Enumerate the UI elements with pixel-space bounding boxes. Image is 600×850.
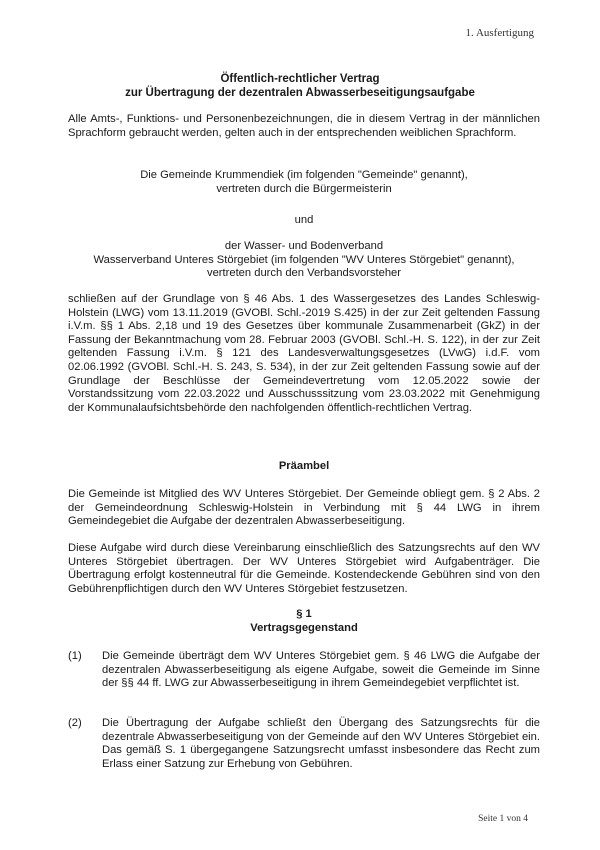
intro-paragraph: Alle Amts-, Funktions- und Personenbezeichnungen, die in diesem Vertrag in der männlichen Sprachform gebraucht werden, gelten auch in der entsprechenden weiblichen Sprachform. [68, 113, 540, 139]
item-number: (1) [68, 650, 82, 662]
item-text: Die Gemeinde überträgt dem WV Unteres Störgebiet gem. § 46 LWG die Aufgabe der dezentralen Abwasserbeseitigung als eigene Aufgabe, soweit die Gemeinde im Sinne der §§ 44 ff. LWG zur Abwasserbeseitigung in ihrem Gemeindegebiet verpflichtet ist. [102, 650, 540, 690]
conjunction-und: und [294, 214, 314, 226]
preamble-heading: Präambel [278, 460, 330, 472]
party2-line-1: der Wasser- und Bodenverband [224, 240, 384, 252]
section-1-title: Vertragsgegenstand [250, 621, 358, 634]
section-1-heading [68, 608, 540, 635]
document-title [60, 72, 540, 100]
item-text: Die Übertragung der Aufgabe schließt den Übergang des Satzungsrechts für die dezentrale Abwasserbeseitigung von der Gemeinde auf den WV Unteres Störgebiet ein. Das gemäß S. 1 übergegangene Satzungsrecht umfasst insbesondere das Recht zum Erlass einer Satzung zur Erhebung von Gebühren. [102, 717, 540, 770]
preamble-paragraph-1: Die Gemeinde ist Mitglied des WV Unteres Störgebiet. Der Gemeinde obliegt gem. § 2 Abs. 2 der Gemeindeordnung Schleswig-Holstein in Verbindung mit § 44 LWG in ihrem Gemeindegebiet die Aufgabe der dezentralen Abwasserbeseitigung. [68, 488, 540, 528]
party-gemeinde [68, 169, 540, 196]
page-number: Seite 1 von 4 [478, 814, 528, 824]
title-line-2: zur Übertragung der dezentralen Abwasserbeseitigungsaufgabe [125, 87, 475, 99]
party2-line-2: Wasserverband Unteres Störgebiet (im folgenden "WV Unteres Störgebiet" genannt), [93, 253, 515, 266]
party1-representative: vertreten durch die Bürgermeisterin [216, 182, 392, 195]
section-1-number: § 1 [296, 608, 312, 620]
item-number: (2) [68, 717, 82, 729]
copy-note: 1. Ausfertigung [465, 27, 534, 39]
preamble-paragraph-2: Diese Aufgabe wird durch diese Vereinbarung einschließlich des Satzungsrechts auf den WV Unteres Störgebiet übertragen. Der WV Unteres Störgebiet wird Aufgabenträger. Die Übertragung erfolgt kostenneutral für die Gemeinde. Kostendeckende Gebühren sind von den Gebührenpflichtigen durch den WV Unteres Störgebiet festzusetzen. [68, 542, 540, 595]
party2-representative: vertreten durch den Verbandsvorsteher [206, 267, 402, 280]
legal-basis-paragraph: schließen auf der Grundlage von § 46 Abs. 1 des Wassergesetzes des Landes Schleswig-Holstein (LWG) vom 13.11.2019 (GVOBl. Schl.-2019 S.425) in der zur Zeit geltenden Fassung i.V.m. §§ 1 Abs. 2,18 und 19 des Gesetzes über kommunale Zusammenarbeit (GkZ) in der Fassung der Bekanntmachung vom 28. Februar 2003 (GVOBl. Schl.-H. S. 122), in der zur Zeit geltenden Fassung i.V.m. § 121 des Landesverwaltungsgesetzes (LVwG) i.d.F. vom 02.06.1992 (GVOBl. Schl.-H. S. 243, S. 534), in der zur Zeit geltenden Fassung sowie auf der Grundlage der Beschlüsse der Gemeindevertretung vom 12.05.2022 sowie der Vorstandssitzung vom 22.03.2022 und Ausschusssitzung vom 23.03.2022 mit Genehmigung der Kommunalaufsichtsbehörde den nachfolgenden öffentlich-rechtlichen Vertrag. [68, 293, 540, 414]
party1-name: Die Gemeinde Krummendiek (im folgenden "Gemeinde" genannt), [140, 169, 468, 181]
title-line-1: Öffentlich-rechtlicher Vertrag [220, 73, 380, 85]
party-verband [68, 240, 540, 281]
